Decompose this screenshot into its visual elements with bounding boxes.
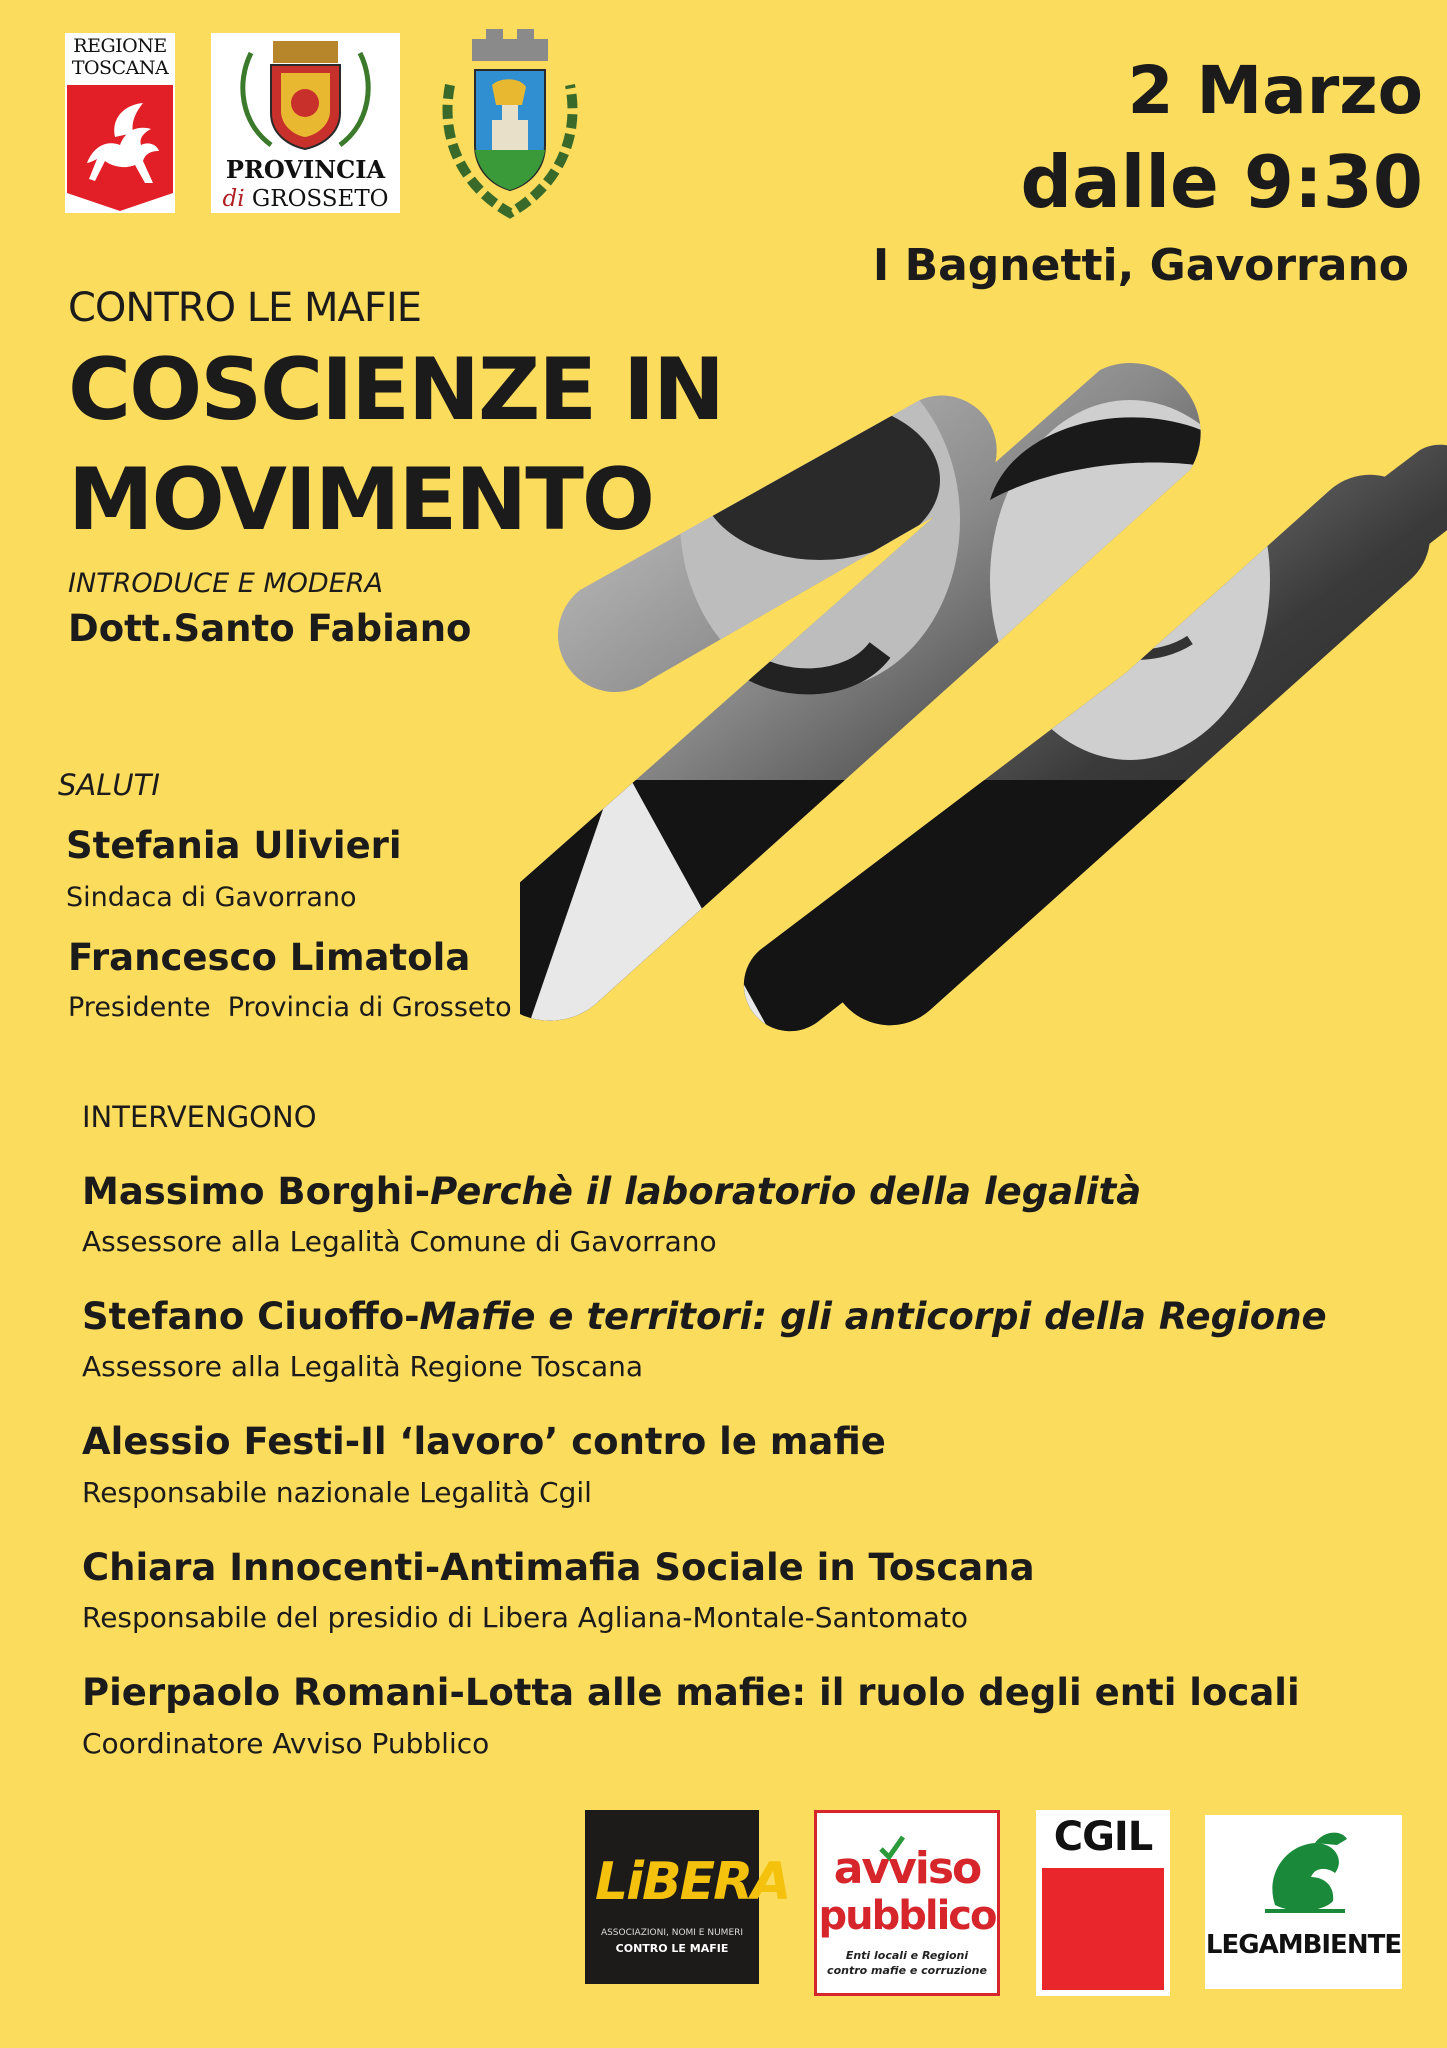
- cgil-red-square: [1042, 1868, 1164, 1990]
- speaker-topic: Perchè il laboratorio della legalità: [430, 1170, 1142, 1213]
- title-kicker: CONTRO LE MAFIE: [68, 285, 421, 331]
- legambiente-logo-name: LEGAMBIENTE: [1205, 1930, 1402, 1960]
- check-mark-icon: [877, 1833, 907, 1863]
- event-time: dalle 9:30: [1020, 140, 1423, 224]
- speaker-role: Coordinatore Avviso Pubblico: [82, 1727, 490, 1760]
- page-title-line2: MOVIMENTO: [68, 450, 654, 550]
- regione-toscana-logo: [65, 33, 175, 213]
- speaker-role: Assessore alla Legalità Regione Toscana: [82, 1350, 644, 1383]
- speaker-name: Alessio Festi-: [82, 1420, 361, 1463]
- speaker-line: [82, 1671, 1300, 1714]
- speaker-topic: Mafie e territori: [419, 1295, 753, 1338]
- speakers-label: INTERVENGONO: [82, 1100, 317, 1134]
- speaker-line: [82, 1295, 1327, 1338]
- speaker-line: [82, 1420, 886, 1463]
- avviso-logo-sub2: contro mafie e corruzione: [827, 1964, 987, 1977]
- provincia-grosseto-logo: [211, 33, 400, 213]
- grosseto-logo-name: GROSSETO: [251, 186, 389, 212]
- cgil-logo-name: CGIL: [1053, 1814, 1153, 1860]
- cgil-logo: [1036, 1810, 1170, 1996]
- event-place: I Bagnetti, Gavorrano: [872, 240, 1409, 291]
- greeting-role: Sindaca di Gavorrano: [66, 882, 357, 913]
- avviso-logo-name1: avviso: [833, 1843, 981, 1894]
- moderator-name: Dott.Santo Fabiano: [68, 607, 472, 650]
- toscana-logo-line2: TOSCANA: [71, 57, 169, 79]
- libera-logo-sub1: ASSOCIAZIONI, NOMI E NUMERI: [600, 1928, 744, 1938]
- falcone-borsellino-photo: [520, 360, 1447, 1050]
- comune-gavorrano-crest-icon: [430, 25, 590, 220]
- speaker-role: Responsabile nazionale Legalità Cgil: [82, 1476, 592, 1509]
- greeting-name: Stefania Ulivieri: [66, 824, 402, 867]
- pegasus-shield-icon: [65, 33, 175, 213]
- speaker-line: [82, 1170, 1141, 1213]
- greetings-label: SALUTI: [58, 768, 160, 802]
- speaker-line: [82, 1546, 1035, 1589]
- libera-logo-sub2: CONTRO LE MAFIE: [615, 1942, 729, 1955]
- avviso-pubblico-logo: [814, 1810, 1000, 1996]
- speaker-name: Chiara Innocenti-: [82, 1546, 441, 1589]
- swan-icon: [1205, 1815, 1402, 1925]
- grosseto-logo-di: di: [222, 186, 245, 212]
- speaker-name: Stefano Ciuoffo-: [82, 1295, 420, 1338]
- speaker-topic-rest: : gli anticorpi della Regione: [752, 1295, 1327, 1338]
- moderator-label: INTRODUCE E MODERA: [68, 568, 383, 599]
- page-title-line1: COSCIENZE IN: [68, 340, 724, 440]
- avviso-logo-sub1: Enti locali e Regioni: [845, 1949, 969, 1962]
- speaker-topic: Lotta alle mafie: il ruolo degli enti locali: [464, 1671, 1300, 1714]
- speaker-topic: Il ‘lavoro’ contro le mafie: [360, 1420, 886, 1463]
- speaker-role: Responsabile del presidio di Libera Agliana-Montale-Santomato: [82, 1601, 969, 1634]
- toscana-logo-line1: REGIONE: [73, 35, 167, 57]
- libera-logo: [585, 1810, 790, 1984]
- speaker-name: Massimo Borghi-: [82, 1170, 431, 1213]
- greeting-name: Francesco Limatola: [68, 936, 471, 979]
- greeting-role: Presidente Provincia di Grosseto: [68, 992, 512, 1023]
- speaker-role: Assessore alla Legalità Comune di Gavorrano: [82, 1225, 717, 1258]
- avviso-logo-name2: pubblico: [818, 1893, 996, 1939]
- libera-logo-name: LiBERA: [595, 1852, 790, 1912]
- event-date: 2 Marzo: [1127, 52, 1423, 129]
- grosseto-crest-icon: [211, 33, 400, 153]
- legambiente-logo: [1205, 1815, 1402, 1989]
- grosseto-logo-line1: PROVINCIA: [225, 155, 386, 184]
- speaker-topic: Antimafia Sociale in Toscana: [440, 1546, 1035, 1589]
- speaker-name: Pierpaolo Romani-: [82, 1671, 465, 1714]
- grosseto-logo-line2: [211, 186, 400, 212]
